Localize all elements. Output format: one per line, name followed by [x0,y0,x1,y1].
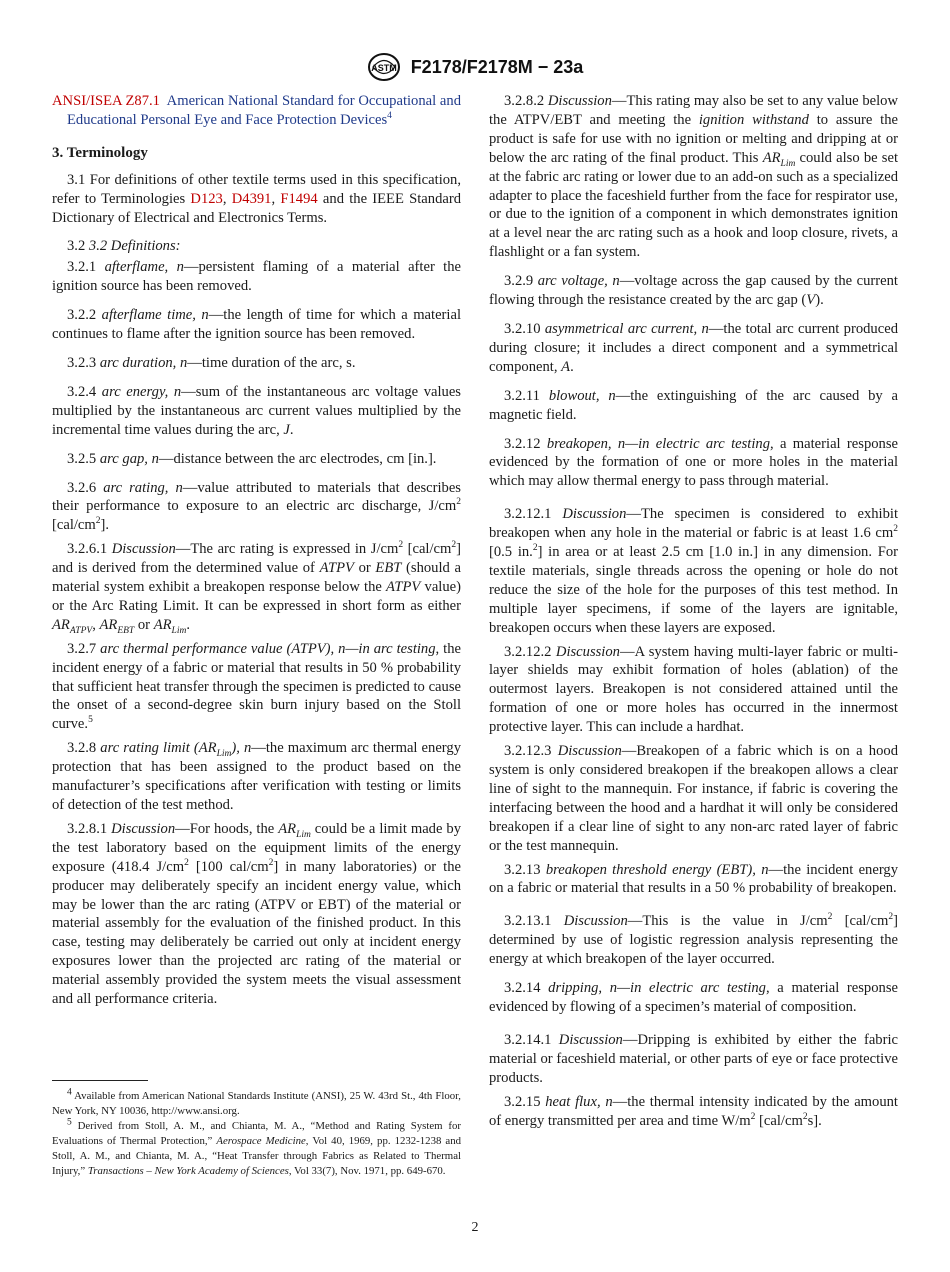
link-f1494[interactable]: F1494 [280,190,318,207]
right-column [489,92,898,1135]
definition-3-2-15: 3.2.15 heat flux, n—the thermal intensity indicated by the amount of energy transmitted per area and time $W/m^2$ $[cal/cm^2s]$. [489,1093,898,1129]
svg-text:ASTM: ASTM [370,63,397,73]
discussion-3-2-6-1: 3.2.6.1 Discussion—The arc rating is expressed in $J/cm^2$ $[cal/cm^2]$ and is derived from the determined value of ATPV or EBT (should a material system exhibit a breakopen response below the ATPV value) or the Arc Rating Limit. It can be expressed in short form as either $AR_{ATPV}$, $AR_{EBT}$ or $AR_{Lim}$. [52,540,461,636]
definition-3-2-12: 3.2.12 breakopen, n—in electric arc testing, a material response evidenced by the formation of one or more holes in the material which may allow thermal energy to pass through material. [489,435,898,490]
discussion-3-2-12-1: 3.2.12.1 Discussion—The specimen is considered to exhibit breakopen when any hole in the material or fabric is at least 1.6 $cm^2$ [0.5 in.$^2$] in area or at least 2.5 cm [1.0 in.] in any dimension. For textile materials, single threads across the opening or hole do not reduce the size of the hole for the purposes of this test method. In multiple layer specimens, if some of the layers are ignitable, breakopen occurs when these layers are exposed. [489,506,899,636]
discussion-3-2-12-2: 3.2.12.2 Discussion—A system having multi-layer fabric or multi-layer shields may exhibit formation of holes (ablation) of the outermost layers. Breakopen is not considered attained until the formation of one or more holes has occurred in the innermost protective layer. This can include a hardhat. [489,643,898,736]
footnote-divider [52,1080,148,1081]
discussion-3-2-13-1: 3.2.13.1 Discussion—This is the value in $J/cm^2$ $[cal/cm^2]$ determined by use of logistic regression analysis representing the energy at which breakopen of the layer occurred. [489,912,898,968]
definition-3-2-10: 3.2.10 asymmetrical arc current, n—the total arc current produced during closure; it includes a direct component and a symmetrical component, A. [489,320,898,375]
link-d123[interactable]: D123 [190,190,223,207]
definition-3-2-14: 3.2.14 dripping, n—in electric arc testing, a material response evidenced by flowing of a specimen’s material of composition. [489,980,898,1015]
definition-3-2-5: 3.2.5 arc gap, n—distance between the arc electrodes, cm [in.]. [67,450,437,467]
definition-3-2-8: 3.2.8 arc rating limit $(AR_{Lim})$, n—the maximum arc thermal energy protection that has been assigned to the product based on the manufacturer’s specifications after verification with testing or limits of detection of the test method. [52,740,461,813]
link-d4391[interactable]: D4391 [231,190,272,207]
definition-3-2-1: 3.2.1 afterflame, n—persistent flaming of a material after the ignition source has been removed. [52,259,461,295]
definition-3-2-13: 3.2.13 breakopen threshold energy (EBT), n—the incident energy on a fabric or material that results in a 50 % probability of breakopen. [489,861,899,897]
reference-title-link[interactable]: American National Standard for Occupational and Educational Personal Eye and Face Protection Devices [67,93,462,128]
definition-3-2-2: 3.2.2 afterflame time, n—the length of time for which a material continues to flame after the ignition source has been removed. [52,307,461,343]
astm-logo-icon [367,52,401,82]
paragraph-3-2: 3.2 3.2 Definitions: [67,238,181,255]
definition-3-2-7: 3.2.7 arc thermal performance value (ATPV), n—in arc testing, the incident energy of a fabric or material that results in 50 % probability that sufficient heat transfer through the specimen is predicted to cause the onset of a second-degree skin burn injury based on the Stoll curve.$^5$ [52,640,461,733]
discussion-3-2-12-3: 3.2.12.3 Discussion—Breakopen of a fabric which is on a hood system is only considered breakopen if the breakopen allows a clear line of sight to the mannequin. For instance, if fabric is covering the interfacing between the hood and a hardhat it will only be considered breakopen if a clear line of sight to any non-arc rated layer of fabric or the test mannequin. [489,743,898,854]
footnote-marker: 4 [387,111,392,122]
footnotes [52,1089,461,1179]
discussion-3-2-14-1: 3.2.14.1 Discussion—Dripping is exhibited by either the fabric material or faceshield material, or other parts of eye or face protective products. [489,1031,898,1086]
page-number: 2 [471,1220,479,1235]
reference-code-link[interactable]: ANSI/ISEA Z87.1 [52,93,160,109]
page-header [0,52,950,82]
discussion-3-2-8-1: 3.2.8.1 Discussion—For hoods, the $AR_{Lim}$ could be a limit made by the test laboratory based on the equipment limits of the energy exposure (418.4 $J/cm^2$ [100 cal/$cm^2$] in many laboratories) or the producer may deliberately specify an incident energy value, which may be lower than the arc rating (ATPV or EBT) of the material or material assembly for the evaluation of the finished product. In this case, testing may deliberately be carried out only at incident energy exposures lower than the projected arc rating of the material or material assembly provided the system meets the visual assessment and all performance criteria. [52,820,461,1008]
left-column [52,92,461,1014]
document-designation: F2178/F2178M − 23a [410,56,584,77]
section-heading: 3. Terminology [52,144,148,161]
discussion-3-2-8-2: 3.2.8.2 Discussion—This rating may also be set to any value below the ATPV/EBT and meeting the ignition withstand to assure the product is safe for use with no ignition or melting and dripping at or below the arc rating of the final product. This $AR_{Lim}$ could also be set at the fabric arc rating or lower due to an add-on such as a specialized adapter to place the faceshield further from the face for respirator use, or due to the ignition of a component in which demonstrates ignition at a level near the arc rating such as a hook and loop closure, rivets, a flashlight or a fan system. [489,93,898,261]
reference-entry [52,92,461,130]
definition-3-2-9: 3.2.9 arc voltage, n—voltage across the gap caused by the current flowing through the resistance created by the arc gap (V). [489,273,898,309]
definition-3-2-11: 3.2.11 blowout, n—the extinguishing of the arc caused by a magnetic field. [489,387,899,423]
footnote-4: $^4$ Available from American National Standards Institute (ANSI), 25 W. 43rd St., 4th Floor, New York, NY 10036, http://www.ansi.org. [52,1087,461,1117]
definition-3-2-3: 3.2.3 arc duration, n—time duration of the arc, s. [67,354,356,371]
paragraph-3-1: 3.1 For definitions of other textile terms used in this specification, refer to Terminologies D123, D4391, F1494 and the IEEE Standard Dictionary of Electrical and Electronics Terms. [52,171,462,226]
footnote-5: $^5$ Derived from Stoll, A. M., and Chianta, M. A., “Method and Rating System for Evaluations of Thermal Protection,” Aerospace Medicine, Vol 40, 1969, pp. 1232-1238 and Stoll, A. M., and Chianta, M. A., “Heat Transfer through Fabrics as Related to Thermal Injury,” Transactions – New York Academy of Sciences, Vol 33(7), Nov. 1971, pp. 649-670. [52,1117,461,1177]
definitions-label: 3.2 Definitions: [88,238,181,255]
definition-3-2-6: 3.2.6 arc rating, n—value attributed to materials that describes their performance to exposure to an electric arc discharge, $J/cm^2$ $[cal/cm^2]$. [52,479,461,534]
definition-3-2-4: 3.2.4 arc energy, n—sum of the instantaneous arc voltage values multiplied by the instantaneous arc current values multiplied by the incremental time values during the arc, J. [52,383,461,438]
